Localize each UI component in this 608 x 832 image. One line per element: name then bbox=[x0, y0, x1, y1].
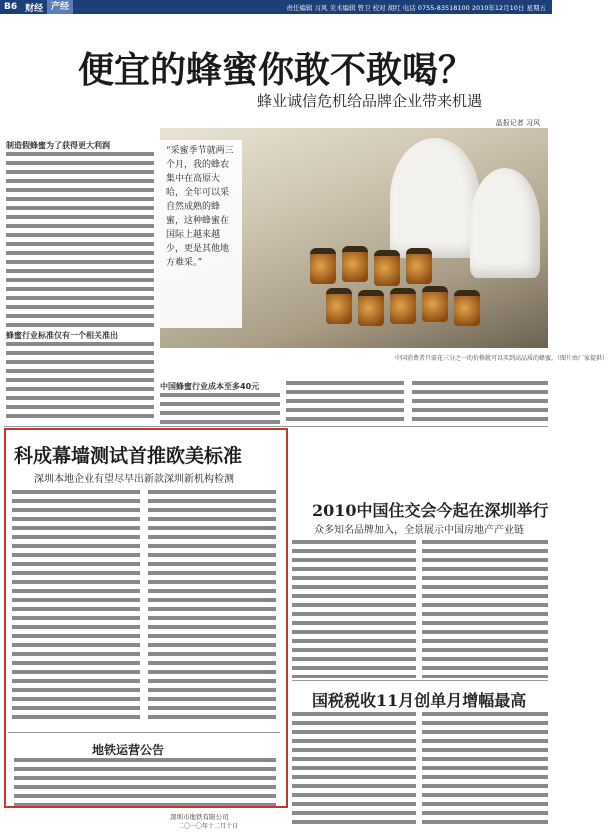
body-text-right3 bbox=[292, 712, 416, 824]
masthead-info: 责任编辑 习风 美术编辑 曾卫 校对 胡红 电话 0755-83518100 2010年12月10日 星期五 bbox=[286, 3, 546, 12]
main-byline: 晶报记者 习风 bbox=[495, 119, 540, 127]
body-text-col4 bbox=[412, 381, 548, 425]
honey-jar-icon bbox=[422, 286, 448, 322]
body-text-col2 bbox=[160, 393, 280, 425]
honey-jar-icon bbox=[326, 288, 352, 324]
notice-divider bbox=[8, 732, 280, 733]
body-text-col1 bbox=[6, 152, 154, 328]
section-label: 蜂蜜行业标准仅有一个相关准出 bbox=[6, 331, 118, 340]
honey-jar-icon bbox=[358, 290, 384, 326]
notice-date: 二〇一〇年十二月十日 bbox=[178, 823, 239, 830]
pull-quote: “采蜜季节就两三个月，我的蜂农集中在高原大哈，全年可以采自然成熟的蜂蜜，这种蜂蜜在国际上越来越少，更是其他地方难采。” bbox=[160, 140, 242, 328]
honey-jar-icon bbox=[374, 250, 400, 286]
story-4-headline: 国税税收11月创单月增幅最高 bbox=[312, 691, 527, 710]
body-text-right2 bbox=[422, 540, 548, 678]
body-text-right4 bbox=[422, 712, 548, 824]
notice-title: 地铁运营公告 bbox=[92, 743, 165, 757]
story-2-headline: 科成幕墙测试首推欧美标准 bbox=[14, 445, 243, 467]
honey-jar-icon bbox=[342, 246, 368, 282]
main-headline: 便宜的蜂蜜你敢不敢喝？ bbox=[77, 49, 474, 91]
body-text-col3 bbox=[286, 381, 404, 425]
section-divider bbox=[4, 426, 548, 427]
story-3-headline: 2010中国住交会今起在深圳举行 bbox=[312, 501, 549, 520]
story-2-subhead: 深圳本地企业有望尽早出新款深圳新机构检测 bbox=[34, 474, 234, 485]
right-divider bbox=[292, 680, 548, 681]
notice-signature: 深圳市地铁有限公司 bbox=[170, 813, 229, 821]
honey-jar-icon bbox=[454, 290, 480, 326]
worker-figure bbox=[390, 138, 480, 258]
section-label: 中国蜂蜜行业成本至多40元 bbox=[160, 382, 260, 391]
body-text-col1b bbox=[6, 342, 154, 420]
body-text-box2 bbox=[148, 490, 276, 720]
masthead-bar bbox=[0, 0, 552, 14]
honey-jar-icon bbox=[310, 248, 336, 284]
section-label: 制造假蜂蜜为了获得更大利润 bbox=[6, 141, 110, 150]
body-text-box1 bbox=[12, 490, 140, 720]
worker-figure bbox=[470, 168, 540, 278]
body-text-right1 bbox=[292, 540, 416, 678]
section-code: B6 bbox=[0, 2, 21, 12]
main-subhead: 蜂业诚信危机给品牌企业带来机遇 bbox=[256, 92, 482, 110]
photo-caption: 中国消费者只需花三分之一的价格就可以买到高品质的蜂蜜。（图片由厂家提供） bbox=[395, 355, 608, 362]
honey-jar-icon bbox=[406, 248, 432, 284]
sub-section: 产经 bbox=[47, 0, 73, 14]
story-3-subhead: 众多知名品牌加入，全景展示中国房地产产业链 bbox=[314, 525, 524, 536]
section-name: 财经 bbox=[21, 1, 47, 14]
honey-jar-icon bbox=[390, 288, 416, 324]
notice-body bbox=[14, 758, 276, 806]
